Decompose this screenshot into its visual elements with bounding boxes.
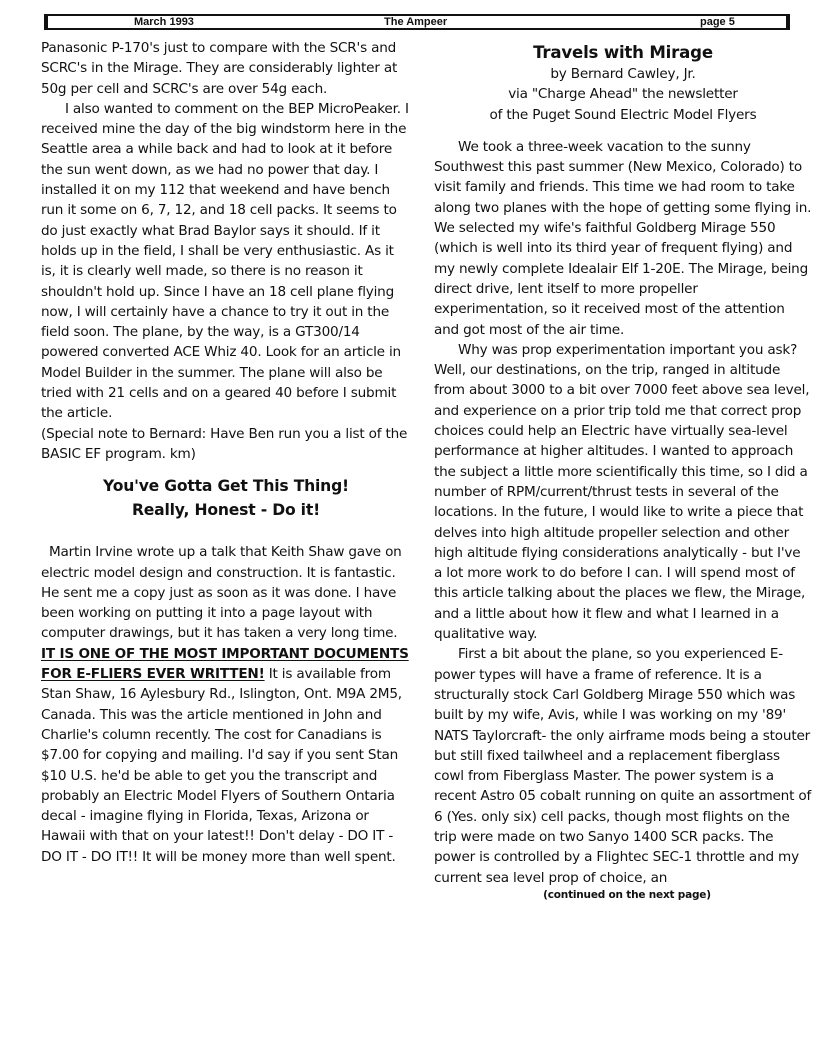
right-paragraph-1: We took a three-week vacation to the sunny Southwest this past summer (New Mexico, Colorado) to visit family and friends. This time we had room to take along two planes with the hope of getting some flying in. We selected my wife's faithful Goldberg Mirage 550 (which is well into its third year of frequent flying) and my newly complete Idealair Elf 1-20E. The Mirage, being direct drive, lent itself to more propeller experimentation, so it received most of the attention and got most of the air time. [434, 138, 812, 338]
header-page-number: page 5 [700, 16, 735, 28]
header-newsletter-name: The Ampeer [384, 16, 448, 28]
important-documents-emphasis: IT IS ONE OF THE MOST IMPORTANT DOCUMENTS FOR E-FLIERS EVER WRITTEN! [41, 645, 409, 683]
right-column [434, 38, 812, 902]
article-author: by Bernard Cawley, Jr. [550, 66, 696, 82]
left-paragraph-1: Panasonic P-170's just to compare with the SCR's and SCRC's in the Mirage. They are considerably lighter at 50g per cell and SCRC's are over 54g each. [41, 40, 398, 97]
continued-note: (continued on the next page) [543, 888, 711, 901]
paragraph-4-start: Martin Irvine wrote up a talk that Keith Shaw gave on electric model design and construction. It is fantastic. He sent me a copy just as soon as it was done. I have been working on putting it into a page layout with computer drawings, but it has taken a very long time. [41, 544, 402, 642]
left-column [41, 38, 411, 867]
left-paragraph-2: I also wanted to comment on the BEP MicroPeaker. I received mine the day of the big windstorm here in the Seattle area a while back and had to look at it before the sun went down, as we had no power that day. I installed it on my 112 that weekend and have bench run it some on 6, 7, 12, and 18 cell packs. It seems to do just exactly what Brad Baylor says it should. If it holds up in the field, I shall be very enthusiastic. As it is, it is clearly well made, so there is no reason it shouldn't hold up. Since I have an 18 cell plane flying now, I will certainly have a chance to try it out in the field soon. The plane, by the way, is a GT300/14 powered converted ACE Whiz 40. Look for an article in Model Builder in the summer. The plane will also be tried with 21 cells and on a geared 40 before I submit the article. [41, 100, 409, 422]
article-byline-block [434, 64, 812, 125]
right-paragraph-3: First a bit about the plane, so you experienced E-power types will have a frame of reference. It is a structurally stock Carl Goldberg Mirage 550 which was built by my wife, Avis, while I was working on my '89' NATS Taylorcraft- the only airframe mods being a stouter but still fixed tailwheel and a replacement fiberglass cowl from Fiberglass Master. The power system is a recent Astro 05 cobalt running on quite an assortment of 6 (Yes. only six) cell packs, though most flights on the trip were made on two Sanyo 1400 SCR packs. The power is controlled by a Flightec SEC-1 throttle and my current sea level prop of choice, an [434, 646, 812, 886]
left-paragraph-3: (Special note to Bernard: Have Ben run you a list of the BASIC EF program. km) [41, 425, 408, 462]
section-title-line-1: You've Gotta Get This Thing! [103, 477, 349, 496]
article-title: Travels with Mirage [533, 43, 713, 62]
left-paragraph-4 [41, 542, 411, 867]
page-header-bar [44, 14, 790, 30]
header-date: March 1993 [134, 16, 194, 28]
right-paragraph-2: Why was prop experimentation important you ask? Well, our destinations, on the trip, ranged in altitude from about 3000 to a bit over 7000 feet above sea level, and experience on a prior trip told me that correct prop choices could help an Electric have virtually sea-level performance at higher altitudes. I wanted to approach the subject a little more scientifically this time, so I did a number of RPM/current/thrust tests in several of the locations. In the future, I would like to write a piece that delves into high altitude propeller selection and other high altitude flying considerations analytically - but I've a lot more work to do before I can. I will spend most of this article talking about the places we flew, the Mirage, and a little about how it flew and what I learned in a qualitative way. [434, 341, 810, 643]
article-source: via "Charge Ahead" the newsletter [508, 86, 738, 103]
section-title [41, 474, 411, 522]
article-organization: of the Puget Sound Electric Model Flyers [489, 106, 757, 123]
section-title-line-2: Really, Honest - Do it! [131, 501, 320, 520]
paragraph-4-end: It is available from Stan Shaw, 16 Aylesbury Rd., Islington, Ont. M9A 2M5, Canada. This was the article mentioned in John and Charlie's column recently. The cost for Canadians is $7.00 for copying and mailing. I'd say if you sent Stan $10 U.S. he'd be able to get you the transcript and probably an Electric Model Flyers of Southern Ontaria decal - imagine flying in Florida, Texas, Arizona or Hawaii with that on your latest!! Don't delay - DO IT - DO IT - DO IT!! It will be money more than well spent. [41, 666, 402, 865]
